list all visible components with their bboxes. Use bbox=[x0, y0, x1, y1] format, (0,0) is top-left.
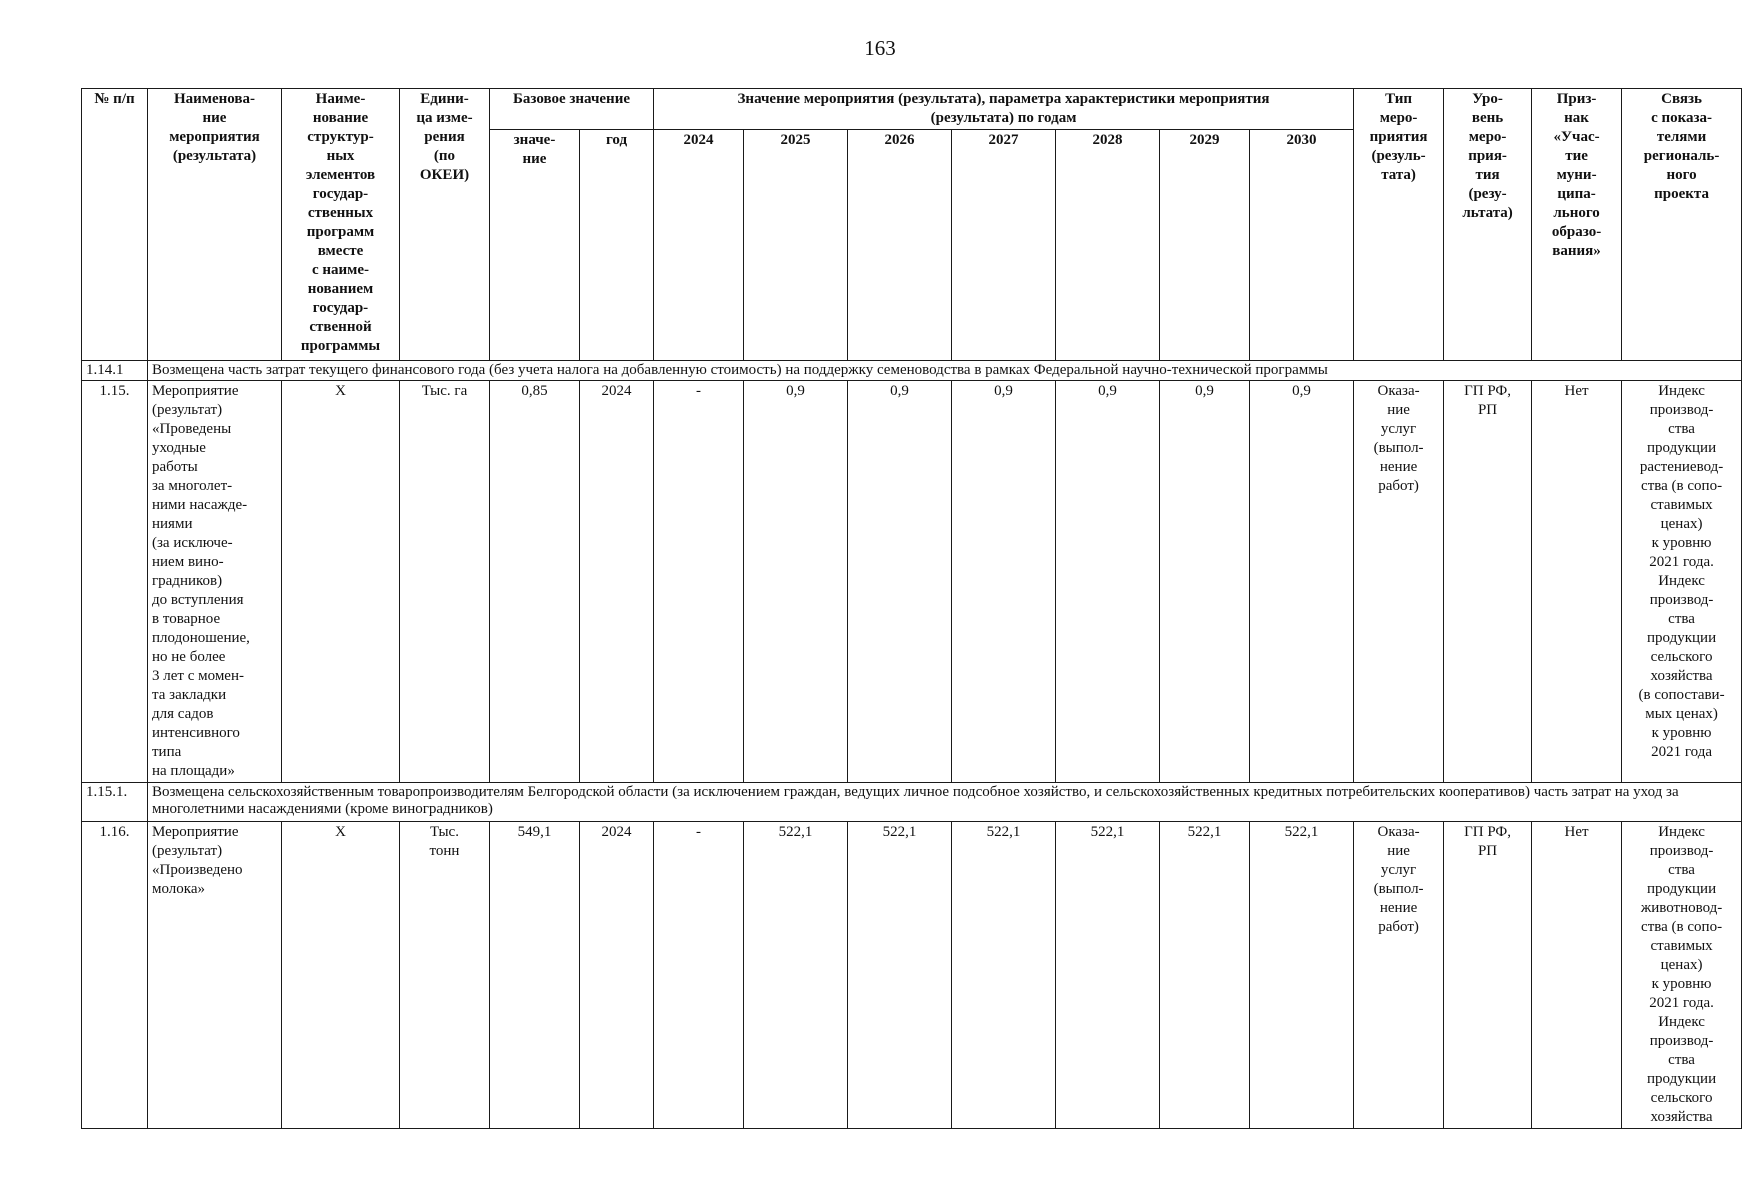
row-unit: Тыс. га bbox=[400, 381, 490, 783]
row-num: 1.14.1 bbox=[82, 361, 148, 381]
row-level: ГП РФ, РП bbox=[1444, 381, 1532, 783]
row-structural: Х bbox=[282, 381, 400, 783]
header-municipal: Приз- нак «Учас- тие муни- ципа- льного образо- вания» bbox=[1532, 89, 1622, 361]
row-value-2024: - bbox=[654, 822, 744, 1129]
header-year-2029: 2029 bbox=[1160, 130, 1250, 361]
row-base-value: 549,1 bbox=[490, 822, 580, 1129]
row-value-2028: 0,9 bbox=[1056, 381, 1160, 783]
table-row-1-15-1 bbox=[82, 783, 1742, 822]
row-span-text: Возмещена часть затрат текущего финансового года (без учета налога на добавленную стоимость) на поддержку семеноводства в рамках Федеральной научно-технической программы bbox=[148, 361, 1742, 381]
row-value-2030: 0,9 bbox=[1250, 381, 1354, 783]
row-base-value: 0,85 bbox=[490, 381, 580, 783]
row-municipal: Нет bbox=[1532, 381, 1622, 783]
header-base: Базовое значение bbox=[490, 89, 654, 130]
row-value-2025: 0,9 bbox=[744, 381, 848, 783]
table-row-1-14-1 bbox=[82, 361, 1742, 381]
header-type: Тип меро- приятия (резуль- тата) bbox=[1354, 89, 1444, 361]
row-value-2028: 522,1 bbox=[1056, 822, 1160, 1129]
row-value-2029: 522,1 bbox=[1160, 822, 1250, 1129]
row-value-2027: 0,9 bbox=[952, 381, 1056, 783]
row-base-year: 2024 bbox=[580, 381, 654, 783]
row-value-2027: 522,1 bbox=[952, 822, 1056, 1129]
row-base-year: 2024 bbox=[580, 822, 654, 1129]
header-name: Наименова- ние мероприятия (результата) bbox=[148, 89, 282, 361]
row-num: 1.15. bbox=[82, 381, 148, 783]
row-value-2026: 0,9 bbox=[848, 381, 952, 783]
row-type: Оказа- ние услуг (выпол- нение работ) bbox=[1354, 381, 1444, 783]
row-name: Мероприятие (результат) «Произведено молока» bbox=[148, 822, 282, 1129]
row-value-2026: 522,1 bbox=[848, 822, 952, 1129]
header-base-year: год bbox=[580, 130, 654, 361]
row-value-2024: - bbox=[654, 381, 744, 783]
row-span-text: Возмещена сельскохозяйственным товаропроизводителям Белгородской области (за исключением граждан, ведущих личное подсобное хозяйство, и сельскохозяйственных кредитных потребительских кооперативов) часть затрат на уход за многолетними насаждениями (кроме виноградников) bbox=[148, 783, 1742, 822]
header-year-2025: 2025 bbox=[744, 130, 848, 361]
row-value-2025: 522,1 bbox=[744, 822, 848, 1129]
header-year-2030: 2030 bbox=[1250, 130, 1354, 361]
row-unit: Тыс. тонн bbox=[400, 822, 490, 1129]
header-level: Уро- вень меро- прия- тия (резу- льтата) bbox=[1444, 89, 1532, 361]
header-year-2027: 2027 bbox=[952, 130, 1056, 361]
row-structural: Х bbox=[282, 822, 400, 1129]
row-level: ГП РФ, РП bbox=[1444, 822, 1532, 1129]
row-link: Индекс производ- ства продукции животновод- ства (в сопо- ставимых ценах) к уровню 2021 года. Индекс производ- ства продукции сельского хозяйства bbox=[1622, 822, 1742, 1129]
row-num: 1.15.1. bbox=[82, 783, 148, 822]
page-number: 163 bbox=[864, 36, 896, 60]
header-row-top bbox=[82, 89, 1742, 130]
row-type: Оказа- ние услуг (выпол- нение работ) bbox=[1354, 822, 1444, 1129]
table-row-1-16 bbox=[82, 822, 1742, 1129]
table-row-1-15 bbox=[82, 381, 1742, 783]
measures-table bbox=[81, 88, 1742, 1129]
header-year-2028: 2028 bbox=[1056, 130, 1160, 361]
header-structural: Наиме- нование структур- ных элементов государ- ственных программ вместе с наиме- нованием государ- ственной программы bbox=[282, 89, 400, 361]
row-link: Индекс производ- ства продукции растениевод- ства (в сопо- ставимых ценах) к уровню 2021 года. Индекс производ- ства продукции сельского хозяйства (в сопостави- мых ценах) к уровню 2021 года bbox=[1622, 381, 1742, 783]
row-value-2029: 0,9 bbox=[1160, 381, 1250, 783]
header-unit: Едини- ца изме- рения (по ОКЕИ) bbox=[400, 89, 490, 361]
row-name: Мероприятие (результат) «Проведены уходные работы за многолет- ними насажде- ниями (за исключе- нием вино- градников) до вступления в товарное плодоношение, но не более 3 лет с момен- та закладки для садов интенсивного типа на площади» bbox=[148, 381, 282, 783]
header-link: Связь с показа- телями региональ- ного проекта bbox=[1622, 89, 1742, 361]
header-base-value: значе- ние bbox=[490, 130, 580, 361]
header-values-by-year: Значение мероприятия (результата), параметра характеристики мероприятия (результата) по годам bbox=[654, 89, 1354, 130]
header-num: № п/п bbox=[82, 89, 148, 361]
header-year-2026: 2026 bbox=[848, 130, 952, 361]
header-year-2024: 2024 bbox=[654, 130, 744, 361]
row-value-2030: 522,1 bbox=[1250, 822, 1354, 1129]
row-num: 1.16. bbox=[82, 822, 148, 1129]
row-municipal: Нет bbox=[1532, 822, 1622, 1129]
